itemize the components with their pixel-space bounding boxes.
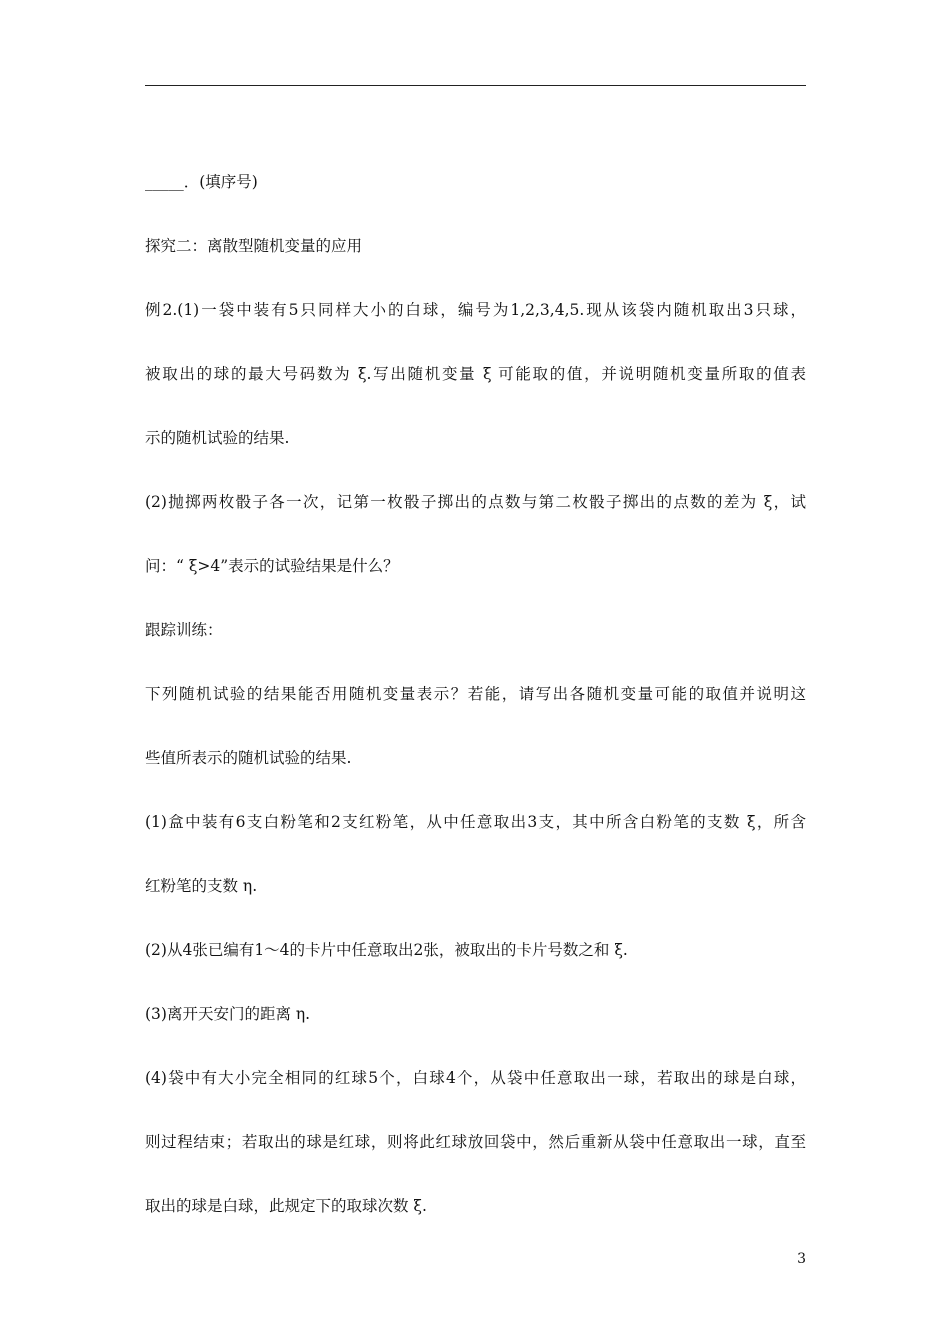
practice-item-1-line-1: (1)盒中装有6支白粉笔和2支红粉笔，从中任意取出3支，其中所含白粉笔的支数 ξ，所含 (145, 813, 806, 831)
practice-item-4-line-3: 取出的球是白球，此规定下的取球次数 ξ. (145, 1197, 427, 1215)
header-rule (145, 85, 806, 86)
example-2-line-3: 示的随机试验的结果. (145, 429, 290, 447)
page-number: 3 (797, 1251, 806, 1267)
practice-item-3: (3)离开天安门的距离 η. (145, 1005, 311, 1023)
example-2-part-2-line-2: 问：“ ξ>4”表示的试验结果是什么？ (145, 557, 399, 575)
practice-item-4-line-1: (4)袋中有大小完全相同的红球5个，白球4个，从袋中任意取出一球，若取出的球是白球， (145, 1069, 806, 1087)
practice-item-1-line-2: 红粉笔的支数 η. (145, 877, 258, 895)
example-2-line-2: 被取出的球的最大号码数为 ξ.写出随机变量 ξ 可能取的值，并说明随机变量所取的值表 (145, 365, 806, 383)
example-2-part-2-line-1: (2)抛掷两枚骰子各一次，记第一枚骰子掷出的点数与第二枚骰子掷出的点数的差为 ξ，试 (145, 493, 806, 511)
example-2-line-1: 例2.(1)一袋中装有5只同样大小的白球，编号为1,2,3,4,5.现从该袋内随机取出3只球， (145, 301, 806, 319)
practice-intro-line-1: 下列随机试验的结果能否用随机变量表示？若能，请写出各随机变量可能的取值并说明这 (145, 685, 806, 703)
section-heading: 探究二：离散型随机变量的应用 (145, 237, 363, 255)
fill-blank-line: _____．(填序号) (145, 173, 258, 191)
practice-heading: 跟踪训练： (145, 621, 223, 639)
practice-item-4-line-2: 则过程结束；若取出的球是红球，则将此红球放回袋中，然后重新从袋中任意取出一球，直至 (145, 1133, 806, 1151)
practice-intro-line-2: 些值所表示的随机试验的结果. (145, 749, 352, 767)
practice-item-2: (2)从4张已编有1～4的卡片中任意取出2张，被取出的卡片号数之和 ξ. (145, 941, 628, 959)
